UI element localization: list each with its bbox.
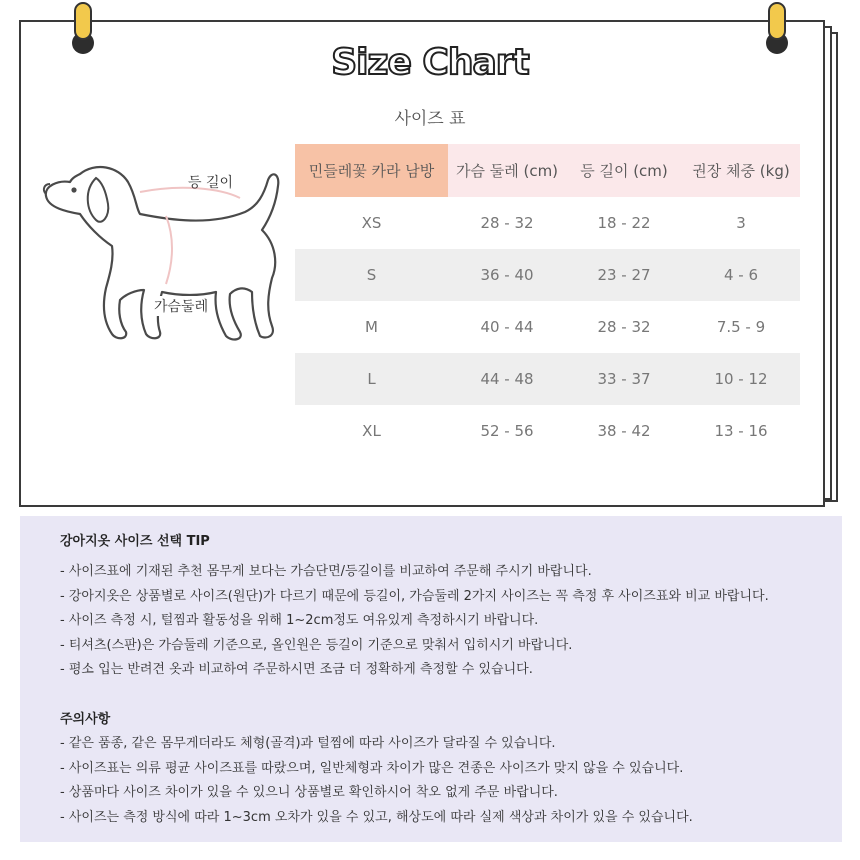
table-row [295,249,800,301]
tips-list [60,560,769,683]
list-item: - 상품마다 사이즈 차이가 있을 수 있으니 상품별로 확인하시어 착오 없게 주문 바랍니다. [60,785,558,800]
size-cell: S [295,249,448,301]
size-cell: XS [361,214,382,232]
list-item: - 사이즈표에 기재된 추천 몸무게 보다는 가슴단면/등길이를 비교하여 주문해 주시기 바랍니다. [60,564,592,579]
weight-cell: 13 - 16 [714,422,768,440]
weight-cell: 4 - 6 [682,249,800,301]
chest-cell: 28 - 32 [480,214,534,232]
list-item: - 같은 품종, 같은 몸무게더라도 체형(골격)과 털찜에 따라 사이즈가 달라질 수 있습니다. [60,736,556,751]
size-table [295,144,800,457]
list-item: - 사이즈는 측정 방식에 따라 1~3cm 오차가 있을 수 있고, 해상도에 따라 실제 색상과 차이가 있을 수 있습니다. [60,809,693,825]
header-back-length: 등 길이 (cm) [566,144,682,197]
page-title: Size Chart [331,42,529,83]
size-cell: M [365,318,378,336]
table-header-row [295,144,800,197]
page-subtitle: 사이즈 표 [394,109,466,129]
chest-girth-label: 가슴둘레 [152,296,210,316]
header-product: 민들레꽃 카라 남방 [295,144,448,197]
info-panel [20,516,842,842]
chest-cell: 36 - 40 [448,249,566,301]
size-cell: XL [362,422,381,440]
list-item: - 티셔츠(스판)은 가슴둘레 기준으로, 올인원은 등길이 기준으로 맞춰서 입히시기 바랍니다. [60,637,573,653]
back-length-cell: 28 - 32 [597,318,651,336]
back-length-cell: 33 - 37 [566,353,682,405]
table-row [295,301,800,353]
back-length-cell: 38 - 42 [597,422,651,440]
header-chest: 가슴 둘레 (cm) [448,144,566,197]
back-length-cell: 23 - 27 [566,249,682,301]
table-row [295,353,800,405]
caution-list [60,732,693,830]
table-row [295,197,800,249]
dog-outline-icon [40,160,300,350]
back-length-cell: 18 - 22 [597,214,651,232]
tips-heading: 강아지옷 사이즈 선택 TIP [60,534,210,549]
chest-cell: 40 - 44 [480,318,534,336]
weight-cell: 7.5 - 9 [716,318,766,336]
list-item: - 강아지옷은 상품별로 사이즈(원단)가 다르기 때문에 등길이, 가슴둘레 2가지 사이즈는 꼭 측정 후 사이즈표와 비교 바랍니다. [60,588,769,604]
chest-cell: 44 - 48 [448,353,566,405]
table-row [295,405,800,457]
caution-heading: 주의사항 [60,712,111,727]
size-cell: L [295,353,448,405]
list-item: - 사이즈표는 의류 평균 사이즈표를 따랐으며, 일반체형과 차이가 많은 견종은 사이즈가 맞지 않을 수 있습니다. [60,760,684,776]
list-item: - 평소 입는 반려견 옷과 비교하여 주문하시면 조금 더 정확하게 측정할 수 있습니다. [60,662,533,677]
weight-cell: 10 - 12 [682,353,800,405]
header-weight: 권장 체중 (kg) [682,144,800,197]
back-length-label: 등 길이 [188,175,234,191]
chest-cell: 52 - 56 [480,422,534,440]
list-item: - 사이즈 측정 시, 털찜과 활동성을 위해 1~2cm정도 여유있게 측정하시기 바랍니다. [60,613,539,628]
weight-cell: 3 [736,214,746,232]
